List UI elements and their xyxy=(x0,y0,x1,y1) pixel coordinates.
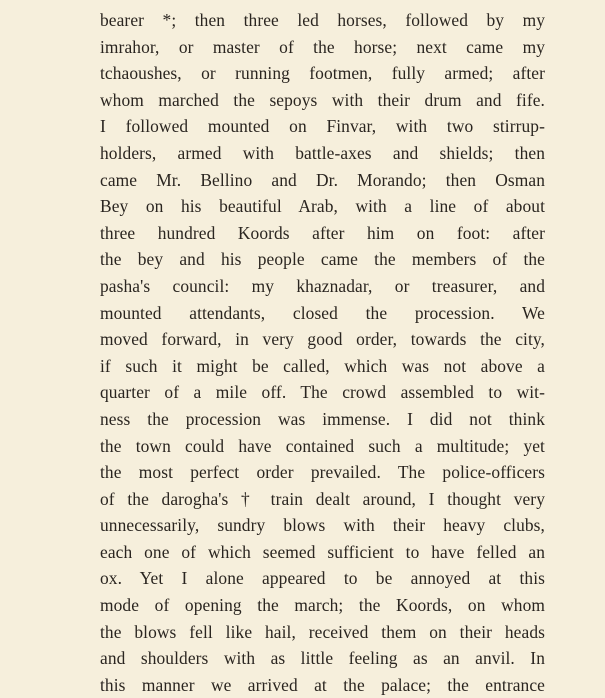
text-line: mounted attendants, closed the procession. We xyxy=(100,302,545,323)
text-line: ox. Yet I alone appeared to be annoyed at this xyxy=(100,568,545,589)
text-line: quarter of a mile off. The crowd assembled to wit- xyxy=(100,382,545,403)
text-line: of the darogha's † train dealt around, I thought very xyxy=(100,488,545,509)
text-line: the bey and his people came the members of the xyxy=(100,249,545,270)
text-line: tchaoushes, or running footmen, fully armed; after xyxy=(100,63,545,84)
text-line: came Mr. Bellino and Dr. Morando; then Osman xyxy=(100,169,545,190)
text-line: if such it might be called, which was not above a xyxy=(100,355,545,376)
text-line: unnecessarily, sundry blows with their heavy clubs, xyxy=(100,515,545,536)
text-line: ness the procession was immense. I did not think xyxy=(100,408,545,429)
text-line: pasha's council: my khaznadar, or treasurer, and xyxy=(100,275,545,296)
text-line: this manner we arrived at the palace; the entrance xyxy=(100,674,545,695)
text-line: the blows fell like hail, received them on their heads xyxy=(100,621,545,642)
text-line: bearer *; then three led horses, followed by my xyxy=(100,10,545,30)
text-line: mode of opening the march; the Koords, on whom xyxy=(100,595,545,616)
text-line: each one of which seemed sufficient to have felled an xyxy=(100,541,545,562)
text-line: I followed mounted on Finvar, with two stirrup- xyxy=(100,116,545,137)
text-line: and shoulders with as little feeling as an anvil. In xyxy=(100,648,545,669)
text-line: the town could have contained such a multitude; yet xyxy=(100,435,545,456)
text-line: holders, armed with battle-axes and shields; then xyxy=(100,142,545,163)
text-line: the most perfect order prevailed. The police-officers xyxy=(100,462,545,483)
text-line: three hundred Koords after him on foot: after xyxy=(100,222,545,243)
text-line: Bey on his beautiful Arab, with a line of about xyxy=(100,196,545,217)
text-line: moved forward, in very good order, towards the city, xyxy=(100,329,545,350)
text-line: whom marched the sepoys with their drum and fife. xyxy=(100,89,545,110)
text-line: imrahor, or master of the horse; next came my xyxy=(100,36,545,57)
